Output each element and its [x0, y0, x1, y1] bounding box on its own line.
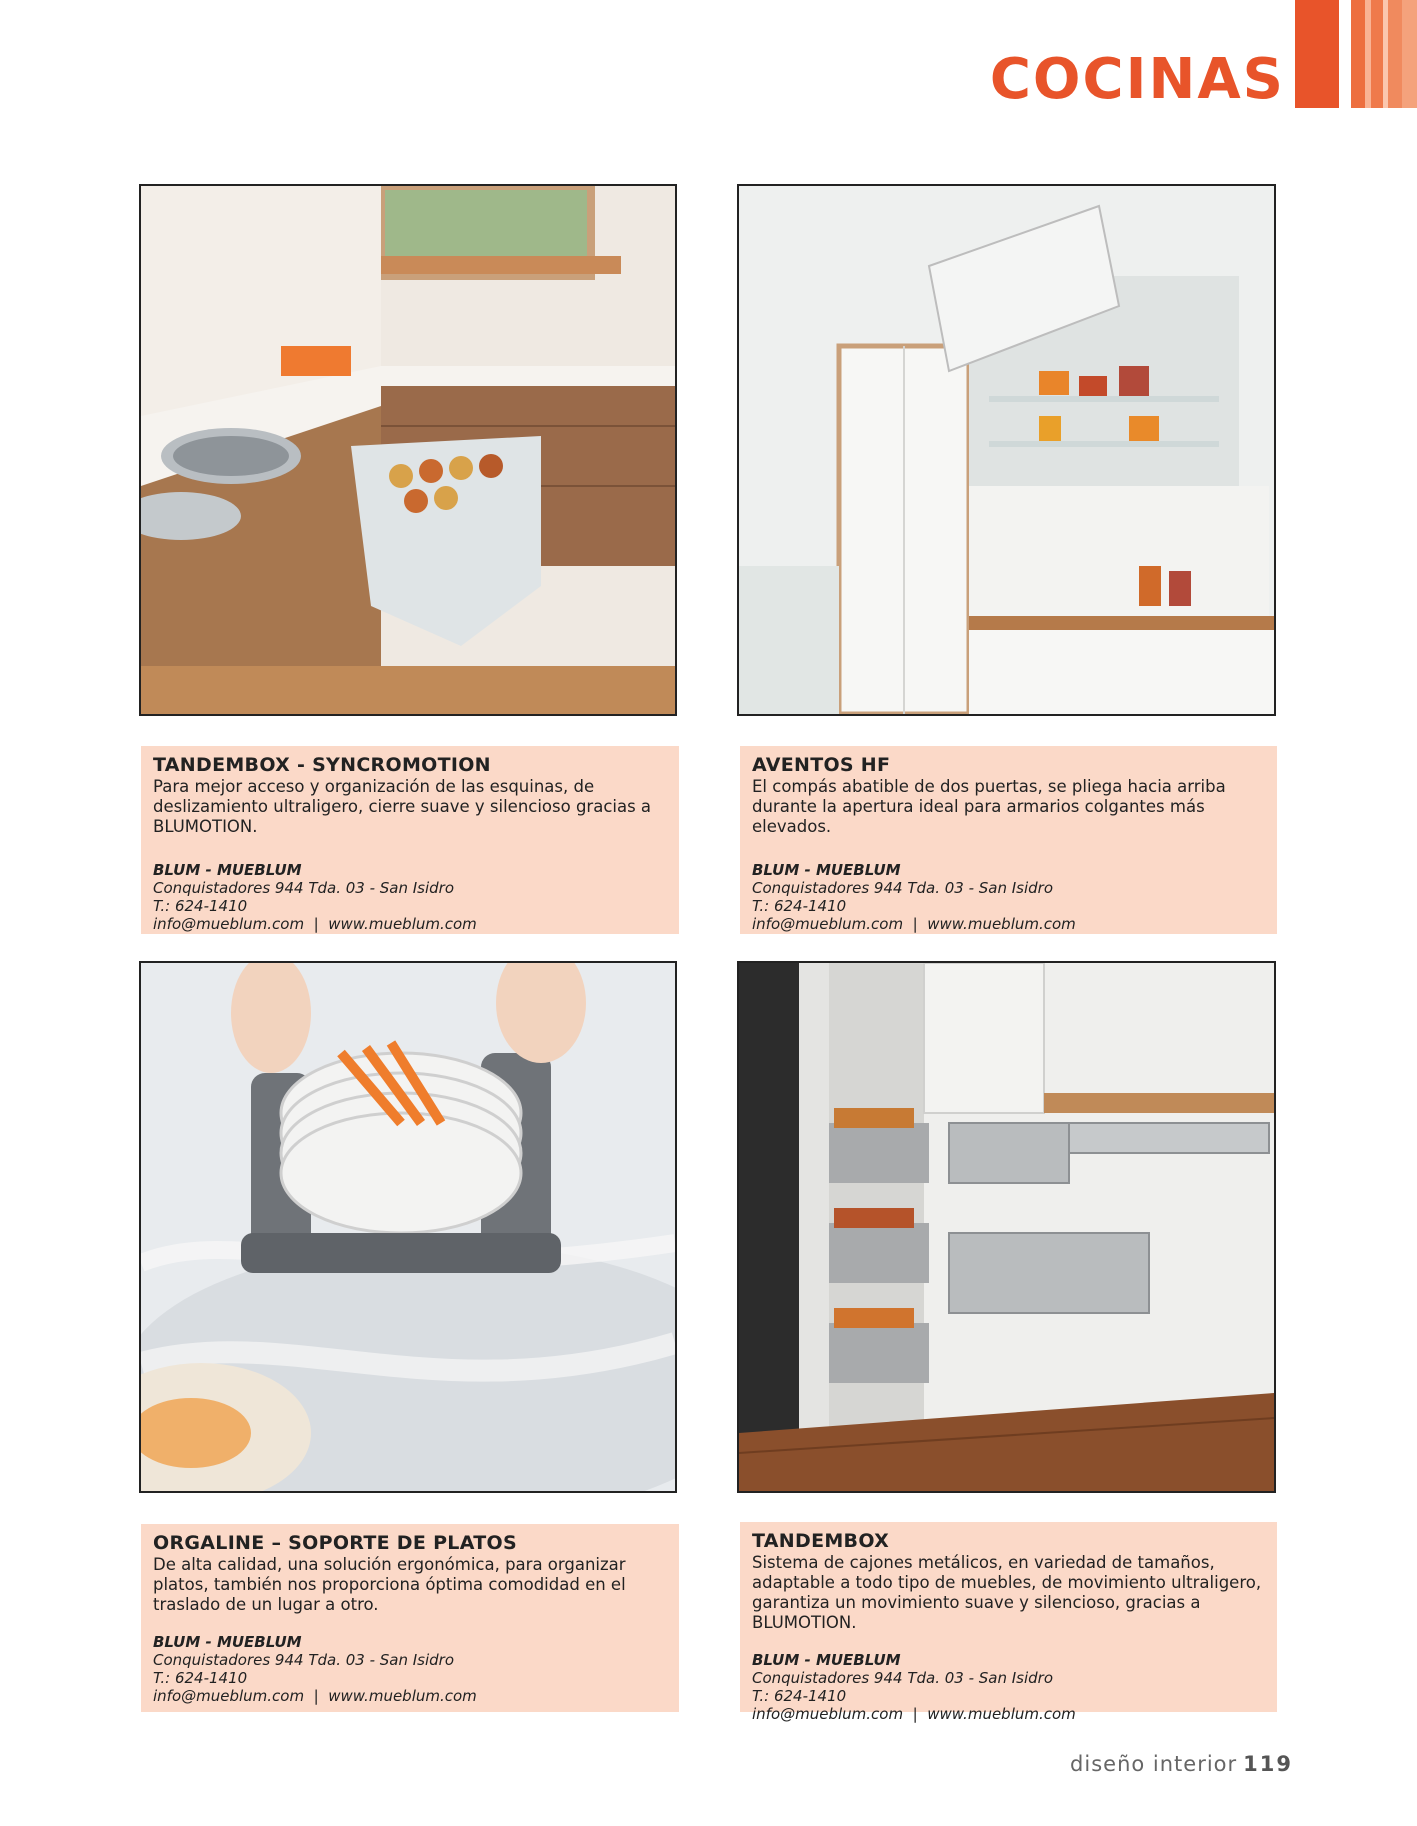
- header-accent-bars: [1295, 0, 1417, 108]
- product-caption: [141, 1524, 679, 1712]
- email-web: info@mueblum.com | www.mueblum.com: [153, 915, 477, 933]
- company-name: BLUM - MUEBLUM: [752, 861, 901, 879]
- phone: T.: 624-1410: [752, 897, 847, 915]
- company-name: BLUM - MUEBLUM: [153, 861, 302, 879]
- product-title: ORGALINE – SOPORTE DE PLATOS: [153, 1532, 517, 1554]
- page-number: 119: [1243, 1752, 1293, 1776]
- product-photo-drawer-system: [737, 961, 1276, 1493]
- product-caption: [740, 746, 1277, 934]
- product-title: TANDEMBOX: [752, 1530, 890, 1552]
- product-title: AVENTOS HF: [752, 754, 891, 776]
- contact-block: [153, 861, 669, 933]
- address: Conquistadores 944 Tda. 03 - San Isidro: [752, 1669, 1054, 1687]
- contact-block: [752, 861, 1267, 933]
- product-photo-lift-up-cabinet: [737, 184, 1276, 716]
- company-name: BLUM - MUEBLUM: [752, 1651, 901, 1669]
- product-caption: [141, 746, 679, 934]
- address: Conquistadores 944 Tda. 03 - San Isidro: [153, 879, 455, 897]
- contact-block: [752, 1651, 1267, 1723]
- contact-block: [153, 1633, 669, 1705]
- email-web: info@mueblum.com | www.mueblum.com: [153, 1687, 477, 1705]
- phone: T.: 624-1410: [153, 1669, 248, 1687]
- page-footer: [1070, 1752, 1293, 1776]
- address: Conquistadores 944 Tda. 03 - San Isidro: [153, 1651, 455, 1669]
- product-photo-corner-drawer: [139, 184, 677, 716]
- phone: T.: 624-1410: [752, 1687, 847, 1705]
- product-caption: [740, 1522, 1277, 1723]
- email-web: info@mueblum.com | www.mueblum.com: [752, 1705, 1076, 1723]
- company-name: BLUM - MUEBLUM: [153, 1633, 302, 1651]
- phone: T.: 624-1410: [153, 897, 248, 915]
- product-description: Para mejor acceso y organización de las esquinas, de deslizamiento ultraligero, cierre suave y silencioso gracias a BLUMOTION.: [153, 777, 652, 836]
- section-title: COCINAS: [989, 47, 1285, 112]
- product-description: Sistema de cajones metálicos, en variedad de tamaños, adaptable a todo tipo de muebles, de movimiento ultraligero, garantiza un movimiento suave y silencioso, gracias a BLUMOTION.: [752, 1553, 1262, 1632]
- product-photo-plate-holder: [139, 961, 677, 1493]
- product-description: El compás abatible de dos puertas, se pliega hacia arriba durante la apertura ideal para armarios colgantes más elevados.: [752, 777, 1226, 836]
- address: Conquistadores 944 Tda. 03 - San Isidro: [752, 879, 1054, 897]
- product-title: TANDEMBOX - SYNCROMOTION: [153, 754, 491, 776]
- magazine-name: diseño interior: [1070, 1752, 1238, 1776]
- product-description: De alta calidad, una solución ergonómica, para organizar platos, también nos proporciona óptima comodidad en el traslado de un lugar a otro.: [153, 1555, 626, 1614]
- email-web: info@mueblum.com | www.mueblum.com: [752, 915, 1076, 933]
